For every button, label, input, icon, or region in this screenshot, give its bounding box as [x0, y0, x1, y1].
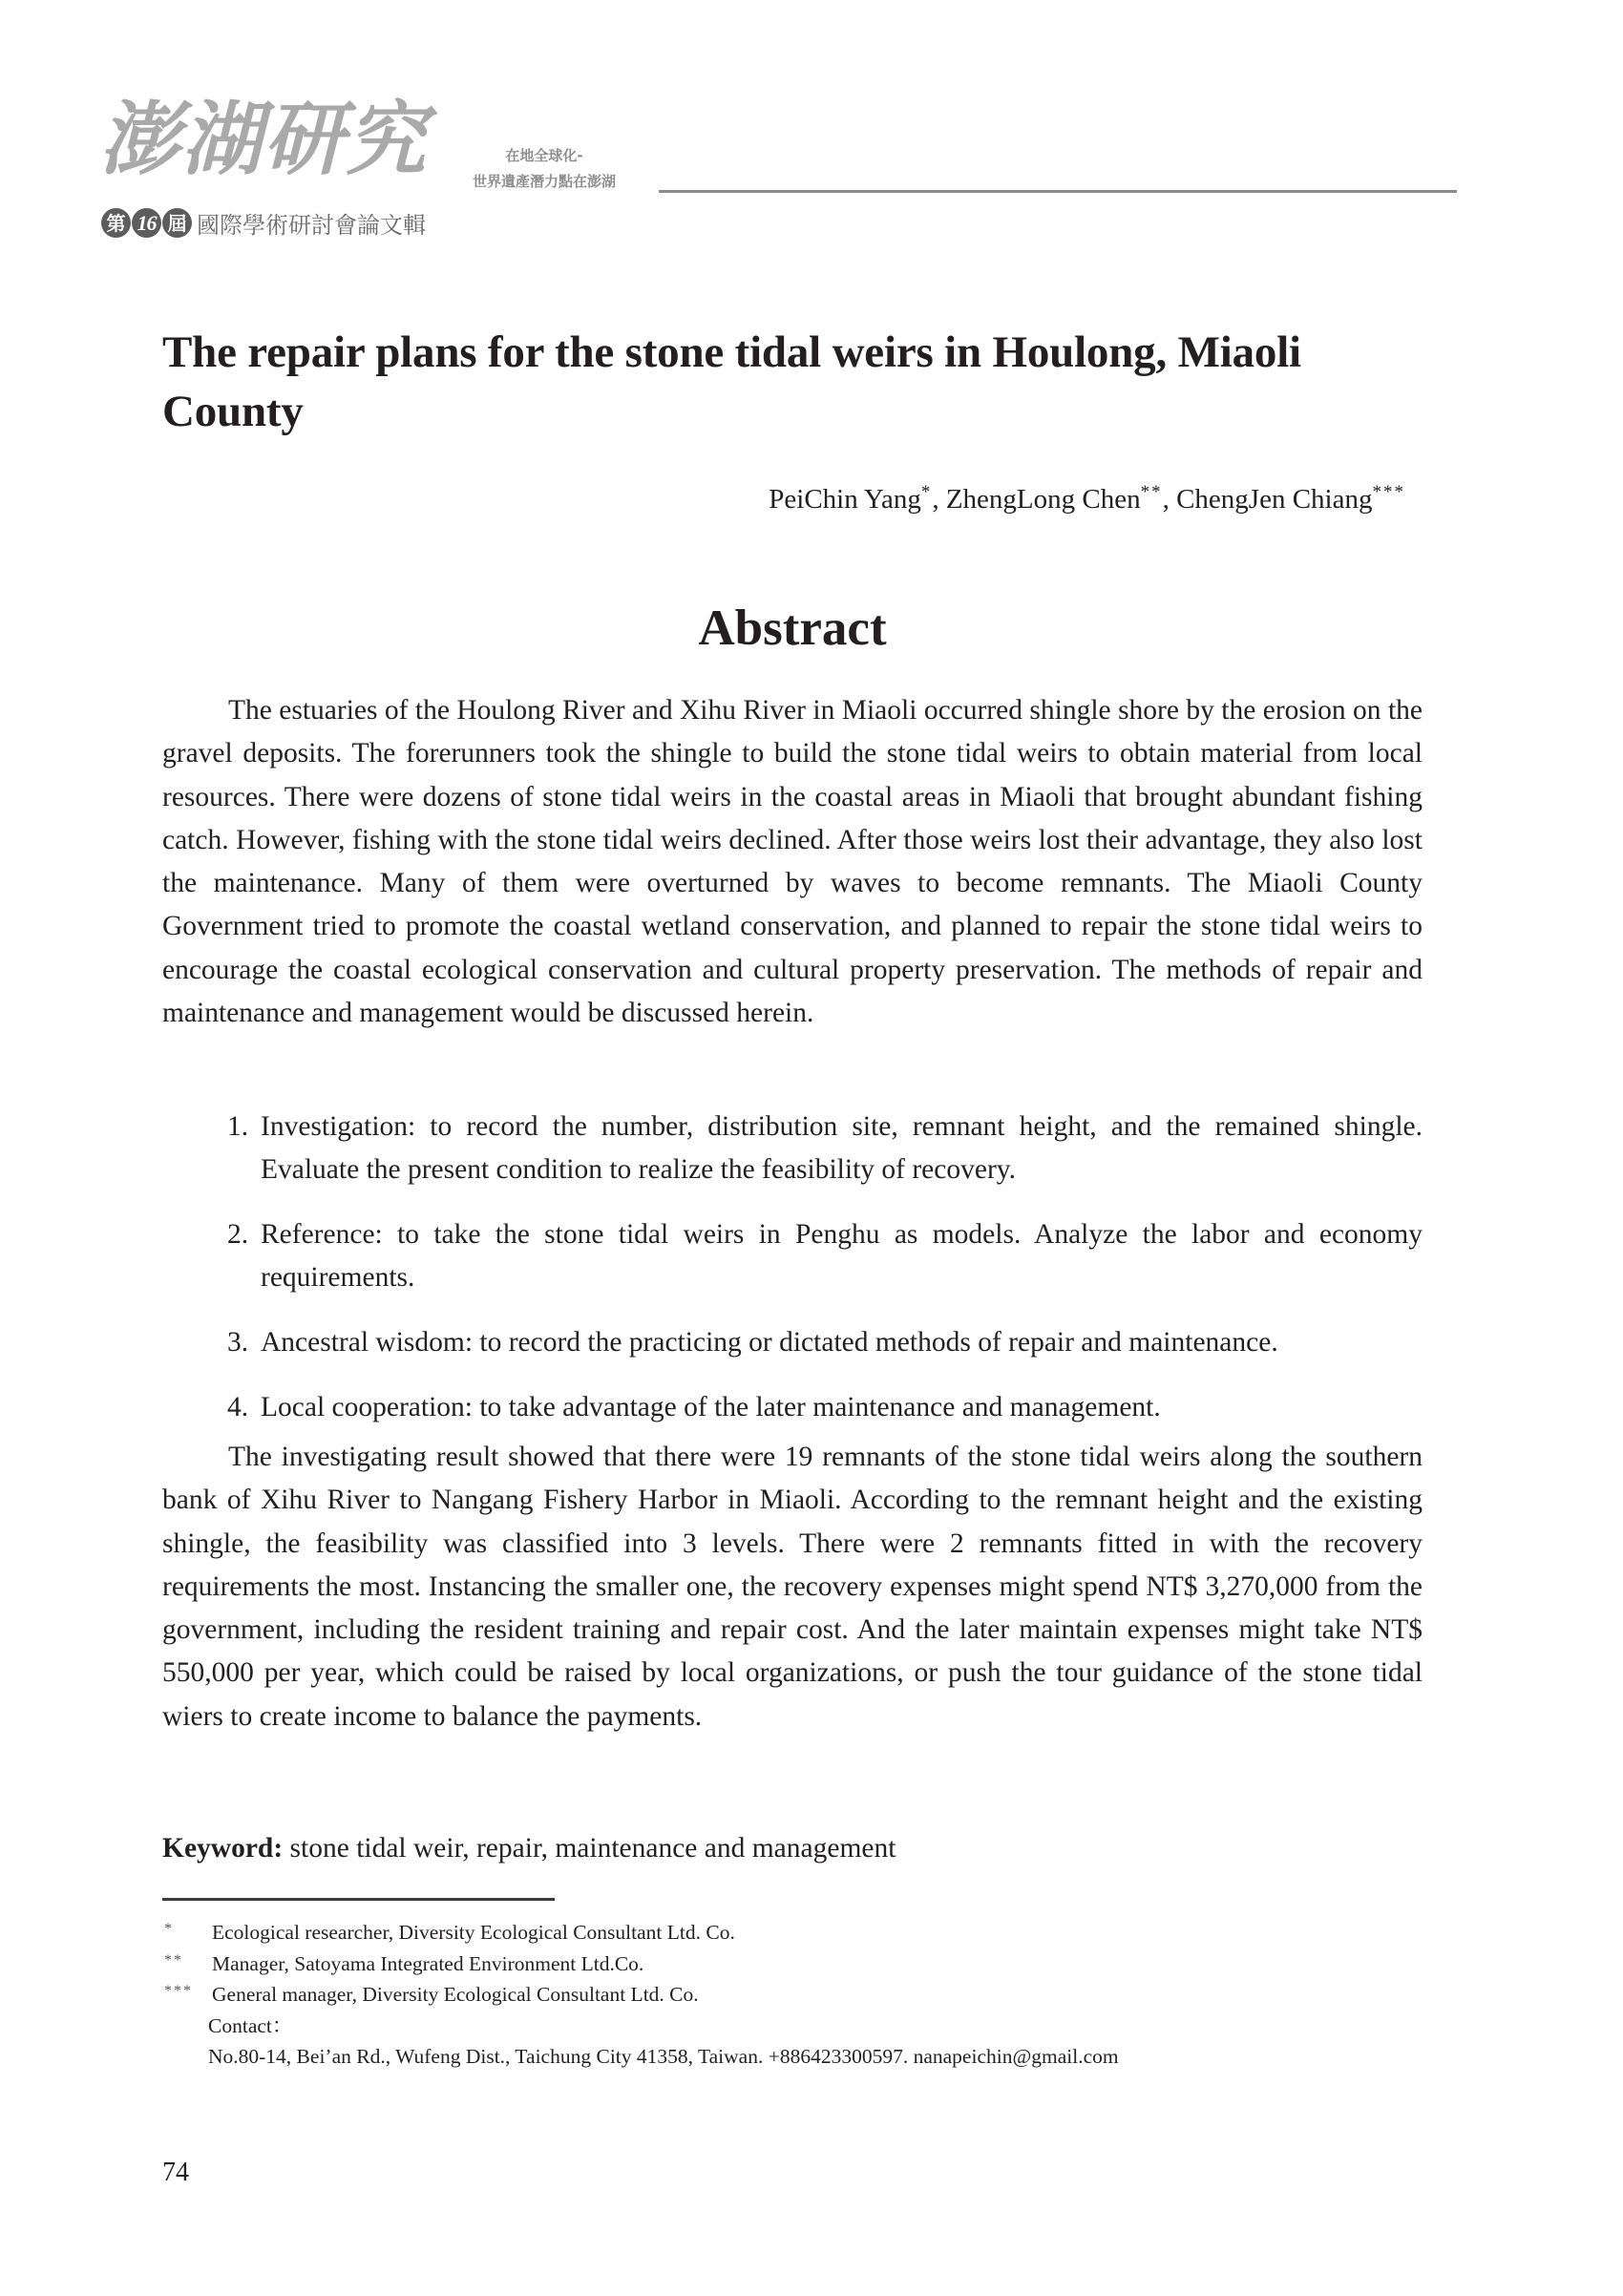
tagline-line-2: 世界遺產潛力點在澎湖 — [472, 173, 616, 190]
keyword-values: stone tidal weir, repair, maintenance and management — [283, 1833, 896, 1864]
paragraph-text: The investigating result showed that there were 19 remnants of the stone tidal weirs along the southern bank of Xihu River to Nangang Fishery Harbor in Miaoli. According to the remnant height and the existing shingle, the feasibility was classified into 3 levels. There were 2 remnants fitted in with the recovery requirements the most. Instancing the smaller one, the recovery expenses might spend NT$ 3,270,000 from the government, including the resident training and repair cost. And the later maintain expenses might take NT$ 550,000 per year, which could be raised by local organizations, or push the tour guidance of the stone tidal wiers to create income to balance the payments. — [162, 1442, 1423, 1732]
abstract-paragraph-1 — [162, 689, 1423, 1035]
list-item — [227, 1321, 1423, 1364]
footnotes — [162, 1917, 1403, 2073]
author-footnote-mark[interactable]: * — [920, 482, 933, 502]
edition-badge-di: 第 — [101, 208, 131, 238]
paragraph-text: The estuaries of the Houlong River and Xihu River in Miaoli occurred shingle shore by the erosion on the gravel deposits. The forerunners took the shingle to build the stone tidal weirs to obtain material from local resources. There were dozens of stone tidal weirs in the coastal areas in Miaoli that brought abundant fishing catch. However, fishing with the stone tidal weirs declined. After those weirs lost their advantage, they also lost the maintenance. Many of them were overturned by waves to become remnants. The Miaoli County Government tried to promote the coastal wetland conservation, and planned to repair the stone tidal weirs to encourage the coastal ecological conservation and cultural property preservation. The methods of repair and maintenance and management would be discussed herein. — [162, 695, 1423, 1029]
list-item — [227, 1213, 1423, 1300]
edition-subtitle-text: 國際學術研討會論文輯 — [197, 212, 426, 239]
footnote-mark: * — [164, 1921, 174, 1937]
list-item-text: Ancestral wisdom: to record the practicing or dictated methods of repair and maintenance. — [261, 1327, 1278, 1358]
journal-logo-title: 澎湖研究 — [99, 92, 429, 186]
contact-address[interactable]: No.80-14, Bei’an Rd., Wufeng Dist., Taichung City 41358, Taiwan. +886423300597. nanapeichin@gmail.com — [208, 2045, 1119, 2068]
abstract-paragraph-2 — [162, 1436, 1423, 1738]
author-footnote-mark[interactable]: *** — [1372, 482, 1405, 502]
author-name: ZhengLong Chen — [945, 484, 1141, 515]
author-name: PeiChin Yang — [769, 484, 921, 515]
footnote-item — [162, 1979, 1403, 2011]
list-item-number: 2. — [227, 1219, 249, 1250]
footnote-item — [162, 1917, 1403, 1948]
tagline-line-1: 在地全球化- — [505, 147, 583, 164]
keywords — [162, 1827, 896, 1870]
list-item-number: 4. — [227, 1392, 249, 1422]
paper-title: The repair plans for the stone tidal weirs in Houlong, Miaoli County — [162, 327, 1301, 436]
list-item-text: Reference: to take the stone tidal weirs in Penghu as models. Analyze the labor and economy requirements. — [261, 1219, 1423, 1294]
author-list — [769, 482, 1405, 516]
author-separator: , — [1162, 484, 1177, 515]
footnote-item — [162, 1948, 1403, 1980]
footnote-divider — [162, 1898, 555, 1901]
keyword-label: Keyword: — [162, 1833, 284, 1864]
footnote-text: Manager, Satoyama Integrated Environment Ltd.Co. — [212, 1951, 644, 1975]
abstract-heading: Abstract — [698, 600, 887, 656]
conference-tagline — [449, 143, 640, 195]
footnote-text: Ecological researcher, Diversity Ecological Consultant Ltd. Co. — [212, 1921, 735, 1944]
page-number: 74 — [162, 2158, 189, 2187]
list-item — [227, 1386, 1423, 1429]
header-divider — [659, 190, 1457, 193]
list-item — [227, 1106, 1423, 1192]
footnote-text: General manager, Diversity Ecological Consultant Ltd. Co. — [212, 1983, 699, 2006]
author-name: ChengJen Chiang — [1176, 484, 1373, 515]
edition-badge-number: 16 — [132, 208, 161, 238]
list-item-text: Investigation: to record the number, distribution site, remnant height, and the remained shingle. Evaluate the present condition to realize the feasibility of recovery. — [261, 1111, 1423, 1186]
author-separator: , — [932, 484, 946, 515]
footnote-mark: *** — [164, 1983, 193, 1999]
list-item-text: Local cooperation: to take advantage of the later maintenance and management. — [261, 1392, 1161, 1422]
contact-label: Contact： — [208, 2013, 293, 2037]
list-item-number: 1. — [227, 1111, 249, 1142]
author-footnote-mark[interactable]: ** — [1140, 482, 1163, 502]
footnote-mark: ** — [164, 1951, 183, 1969]
edition-badge-jie: 屆 — [162, 208, 192, 238]
list-item-number: 3. — [227, 1327, 249, 1358]
edition-subtitle — [101, 206, 426, 240]
